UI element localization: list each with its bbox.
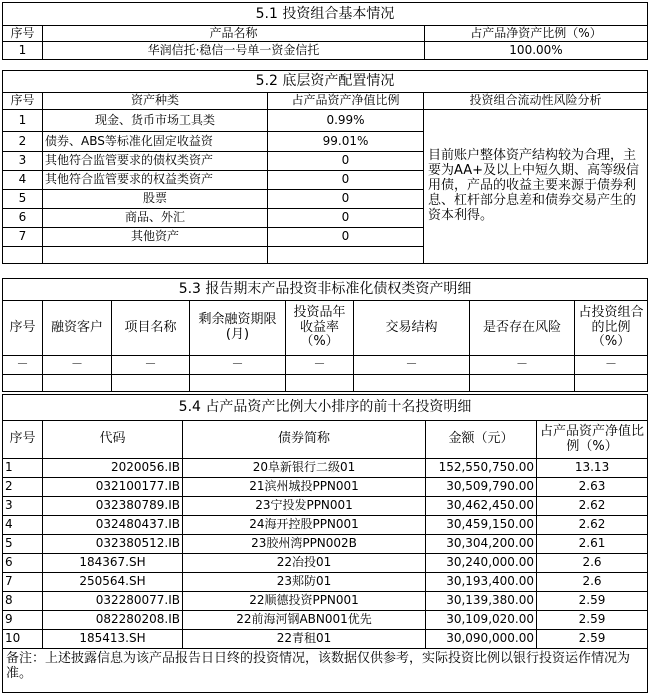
empty-cell bbox=[470, 375, 575, 392]
cell-code: 185413.SH bbox=[43, 630, 183, 649]
table-row bbox=[3, 630, 648, 649]
table-row-no: 5 bbox=[3, 190, 43, 209]
cell-amount: 30,193,400.00 bbox=[426, 573, 537, 592]
empty-cell bbox=[354, 375, 470, 392]
header-term: 剩余融资期限(月) bbox=[190, 301, 286, 356]
table-row-ratio: 0 bbox=[268, 228, 424, 247]
header-amount: 金额（元） bbox=[426, 421, 537, 459]
empty-cell bbox=[3, 247, 43, 264]
section-5-3-table bbox=[2, 278, 648, 392]
cell-no: 6 bbox=[3, 554, 43, 573]
cell-amount: 30,090,000.00 bbox=[426, 630, 537, 649]
table-row-ratio: 0 bbox=[268, 190, 424, 209]
cell-amount: 30,509,790.00 bbox=[426, 478, 537, 497]
table-row-type: 其他符合监管要求的债权类资产 bbox=[43, 152, 268, 171]
header-yield: 投资品年收益率（%） bbox=[286, 301, 354, 356]
table-row-no: 1 bbox=[3, 110, 43, 132]
cell-bond-name: 21滨州城投PPN001 bbox=[183, 478, 426, 497]
cell-bond-name: 23宁投发PPN001 bbox=[183, 497, 426, 516]
cell-no: 9 bbox=[3, 611, 43, 630]
section-5-2-title: 5.2 底层资产配置情况 bbox=[3, 71, 648, 93]
cell-no: 2 bbox=[3, 478, 43, 497]
cell-product-name: 华润信托·稳信一号单一资金信托 bbox=[43, 42, 425, 60]
cell-ratio: 2.6 bbox=[537, 573, 648, 592]
table-row bbox=[3, 535, 648, 554]
empty-cell bbox=[43, 247, 268, 264]
table-row-type: 股票 bbox=[43, 190, 268, 209]
cell-code: 184367.SH bbox=[43, 554, 183, 573]
table-row bbox=[3, 478, 648, 497]
cell-risk: － bbox=[470, 356, 575, 375]
cell-bond-name: 22顺德投资PPN001 bbox=[183, 592, 426, 611]
header-liquidity-analysis: 投资组合流动性风险分析 bbox=[424, 93, 648, 110]
cell-ratio: 2.59 bbox=[537, 592, 648, 611]
cell-ratio: 2.62 bbox=[537, 516, 648, 535]
liquidity-analysis-text: 目前账户整体资产结构较为合理，主要为AA+及以上中短久期、高等级信用债，产品的收益主要来源于债券利息、杠杆部分息差和债券交易产生的资本利得。 bbox=[424, 110, 648, 264]
cell-ratio: 2.61 bbox=[537, 535, 648, 554]
table-row-ratio: 0.99% bbox=[268, 110, 424, 132]
table-row bbox=[3, 592, 648, 611]
cell-bond-name: 23胶州湾PPN002B bbox=[183, 535, 426, 554]
table-row-ratio: 0 bbox=[268, 152, 424, 171]
header-no: 序号 bbox=[3, 93, 43, 110]
cell-structure: － bbox=[354, 356, 470, 375]
cell-bond-name: 20阜新银行二级01 bbox=[183, 459, 426, 478]
empty-cell bbox=[3, 375, 43, 392]
header-asset-ratio: 占产品资产净值比例（%） bbox=[537, 421, 648, 459]
cell-bond-name: 23郏防01 bbox=[183, 573, 426, 592]
cell-ratio: 2.62 bbox=[537, 497, 648, 516]
table-row-ratio: 99.01% bbox=[268, 132, 424, 152]
table-row bbox=[3, 554, 648, 573]
cell-code: 032380512.IB bbox=[43, 535, 183, 554]
table-row-no: 2 bbox=[3, 132, 43, 152]
header-no: 序号 bbox=[3, 421, 43, 459]
empty-cell bbox=[286, 375, 354, 392]
table-row-type: 债券、ABS等标准化固定收益资 bbox=[43, 132, 268, 152]
table-row-no: 6 bbox=[3, 209, 43, 228]
cell-term: － bbox=[190, 356, 286, 375]
cell-code: 082280208.IB bbox=[43, 611, 183, 630]
cell-no: 1 bbox=[3, 42, 43, 60]
cell-no: 4 bbox=[3, 516, 43, 535]
cell-yield: － bbox=[286, 356, 354, 375]
section-5-2-table bbox=[2, 70, 648, 264]
table-row-ratio: 0 bbox=[268, 171, 424, 190]
cell-net-asset-ratio: 100.00% bbox=[425, 42, 648, 60]
table-row bbox=[3, 573, 648, 592]
cell-portfolio-ratio: － bbox=[575, 356, 648, 375]
section-5-4-table bbox=[2, 394, 648, 693]
cell-bond-name: 22冶投01 bbox=[183, 554, 426, 573]
header-bond-name: 债券简称 bbox=[183, 421, 426, 459]
table-row-no: 7 bbox=[3, 228, 43, 247]
cell-bond-name: 24海开控股PPN001 bbox=[183, 516, 426, 535]
header-code: 代码 bbox=[43, 421, 183, 459]
table-row-no: 4 bbox=[3, 171, 43, 190]
section-5-4-title: 5.4 占产品资产比例大小排序的前十名投资明细 bbox=[3, 395, 648, 421]
table-row-no: 3 bbox=[3, 152, 43, 171]
cell-amount: 30,139,380.00 bbox=[426, 592, 537, 611]
cell-no: － bbox=[3, 356, 43, 375]
cell-code: 032480437.IB bbox=[43, 516, 183, 535]
table-row bbox=[3, 611, 648, 630]
table-row-type: 现金、货币市场工具类 bbox=[43, 110, 268, 132]
cell-code: 250564.SH bbox=[43, 573, 183, 592]
header-portfolio-ratio: 占投资组合的比例（%） bbox=[575, 301, 648, 356]
table-row-type: 商品、外汇 bbox=[43, 209, 268, 228]
table-row bbox=[3, 516, 648, 535]
cell-amount: 30,240,000.00 bbox=[426, 554, 537, 573]
cell-ratio: 2.63 bbox=[537, 478, 648, 497]
cell-no: 10 bbox=[3, 630, 43, 649]
header-no: 序号 bbox=[3, 26, 43, 42]
cell-no: 3 bbox=[3, 497, 43, 516]
header-product-name: 产品名称 bbox=[43, 26, 425, 42]
empty-cell bbox=[112, 375, 190, 392]
header-client: 融资客户 bbox=[43, 301, 112, 356]
cell-no: 7 bbox=[3, 573, 43, 592]
table-row-type: 其他符合监管要求的权益类资产 bbox=[43, 171, 268, 190]
empty-cell bbox=[190, 375, 286, 392]
table-row-type: 其他资产 bbox=[43, 228, 268, 247]
cell-no: 1 bbox=[3, 459, 43, 478]
header-net-asset-ratio: 占产品净资产比例（%） bbox=[425, 26, 648, 42]
header-asset-ratio: 占产品资产净值比例 bbox=[268, 93, 424, 110]
cell-amount: 30,459,150.00 bbox=[426, 516, 537, 535]
cell-amount: 30,462,450.00 bbox=[426, 497, 537, 516]
cell-bond-name: 22青租01 bbox=[183, 630, 426, 649]
cell-amount: 30,304,200.00 bbox=[426, 535, 537, 554]
section-5-1-table bbox=[2, 2, 648, 60]
empty-cell bbox=[268, 247, 424, 264]
header-project: 项目名称 bbox=[112, 301, 190, 356]
table-row bbox=[3, 497, 648, 516]
cell-no: 8 bbox=[3, 592, 43, 611]
cell-ratio: 2.59 bbox=[537, 630, 648, 649]
table-row bbox=[3, 459, 648, 478]
header-structure: 交易结构 bbox=[354, 301, 470, 356]
cell-amount: 152,550,750.00 bbox=[426, 459, 537, 478]
section-5-1-title: 5.1 投资组合基本情况 bbox=[3, 3, 648, 26]
cell-code: 032100177.IB bbox=[43, 478, 183, 497]
header-no: 序号 bbox=[3, 301, 43, 356]
cell-no: 5 bbox=[3, 535, 43, 554]
cell-code: 2020056.IB bbox=[43, 459, 183, 478]
header-risk: 是否存在风险 bbox=[470, 301, 575, 356]
empty-cell bbox=[43, 375, 112, 392]
cell-ratio: 2.59 bbox=[537, 611, 648, 630]
table-row-ratio: 0 bbox=[268, 209, 424, 228]
cell-ratio: 2.6 bbox=[537, 554, 648, 573]
cell-project: － bbox=[112, 356, 190, 375]
header-asset-type: 资产种类 bbox=[43, 93, 268, 110]
cell-client: － bbox=[43, 356, 112, 375]
cell-ratio: 13.13 bbox=[537, 459, 648, 478]
cell-code: 032380789.IB bbox=[43, 497, 183, 516]
footnote: 备注：上述披露信息为该产品报告日日终的投资情况，该数据仅供参考，实际投资比例以银行投资运作情况为准。 bbox=[3, 649, 648, 693]
cell-code: 032280077.IB bbox=[43, 592, 183, 611]
cell-bond-name: 22前海河钢ABN001优先 bbox=[183, 611, 426, 630]
cell-amount: 30,109,020.00 bbox=[426, 611, 537, 630]
section-5-3-title: 5.3 报告期末产品投资非标准化债权类资产明细 bbox=[3, 279, 648, 301]
empty-cell bbox=[575, 375, 648, 392]
